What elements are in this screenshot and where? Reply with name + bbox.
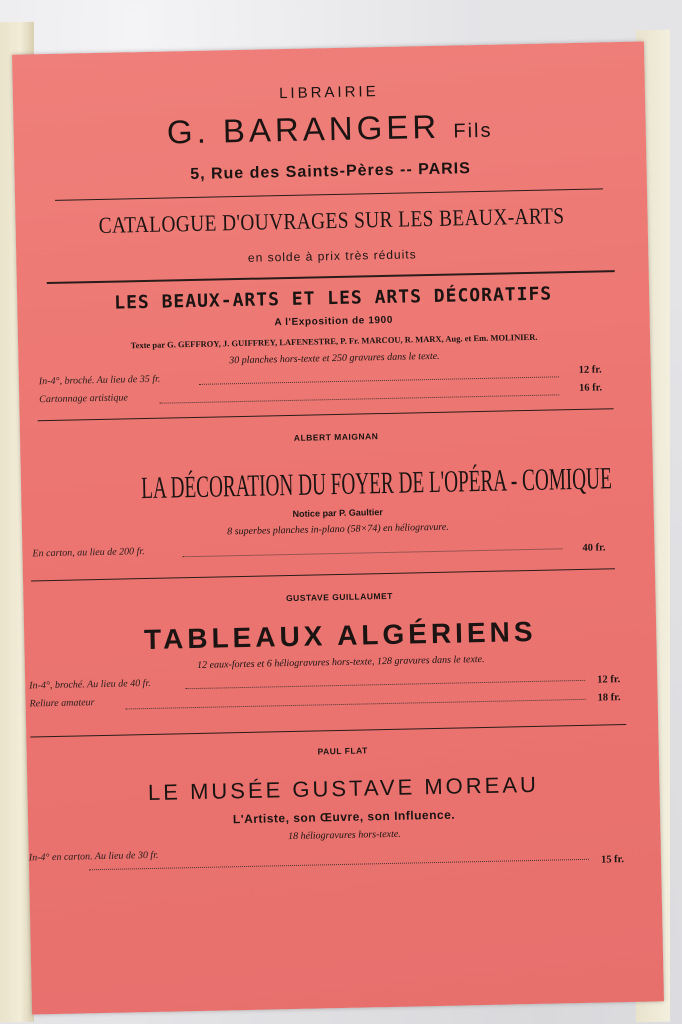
librairie-label: LIBRAIRIE — [278, 83, 379, 103]
entry-2-notice: Notice par P. Gaultier — [292, 507, 383, 519]
entry-2-row-1-price: 40 fr. — [582, 542, 606, 554]
catalogue-page — [12, 41, 664, 1014]
entry-3-title: TABLEAUX ALGÉRIENS — [143, 615, 537, 656]
entry-1-description: 30 planches hors-texte et 250 gravures dans le texte. — [229, 350, 440, 367]
entry-3-row-2-price: 18 fr. — [597, 692, 621, 704]
entry-2-row-1-label: En carton, au lieu de 200 fr. — [32, 546, 145, 560]
entry-4-title: LE MUSÉE GUSTAVE MOREAU — [147, 771, 540, 806]
bookseller-fils: Fils — [453, 119, 493, 143]
entry-2-description: 8 superbes planches in-plano (58×74) en héliogravure. — [227, 521, 449, 538]
entry-1-row-1-leader — [199, 376, 559, 385]
catalogue-subtitle: en solde à prix très réduits — [247, 247, 417, 265]
entry-4-row-1-label: In-4° en carton. Au lieu de 30 fr. — [28, 849, 159, 864]
header-rule — [55, 188, 603, 200]
entry-1-authors: Texte par G. GEFFROY, J. GUIFFREY, LAFENESTRE, P. Fr. MARCOU, R. MARX, Aug. et Em. MOLINIER. — [130, 331, 538, 351]
entry-1-row-2-label: Cartonnage artistique — [39, 392, 128, 406]
entry-4-subtitle: L'Artiste, son Œuvre, son Influence. — [232, 807, 456, 827]
entry-1-row-1-label: In-4°, broché. Au lieu de 35 fr. — [38, 373, 161, 388]
bookseller-name-main: G. BARANGER — [166, 107, 441, 151]
entry-3-author: GUSTAVE GUILLAUMET — [285, 590, 393, 604]
entry-4-row-1-leader — [89, 859, 589, 870]
entry-1-row-2-leader — [159, 394, 559, 403]
entry-3-row-2-label: Reliure amateur — [29, 697, 95, 710]
bookseller-name — [13, 103, 646, 154]
entry-4-row-1-price: 15 fr. — [600, 854, 625, 866]
bookseller-address: 5, Rue des Saints-Pères -- PARIS — [190, 160, 472, 184]
entry-2-title: LA DÉCORATION DU FOYER DE L'OPÉRA - COMIQUE — [140, 460, 613, 506]
entry-2-row-1-leader — [183, 548, 563, 557]
entry-1-rule — [38, 408, 614, 421]
catalogue-rule — [47, 270, 615, 284]
entry-3-row-1-price: 12 fr. — [597, 674, 621, 686]
entry-3-row-1-label: In-4°, broché. Au lieu de 40 fr. — [29, 677, 151, 692]
entry-1-subtitle: A l'Exposition de 1900 — [274, 314, 394, 329]
entry-1-title: LES BEAUX-ARTS ET LES ARTS DÉCORATIFS — [114, 283, 553, 314]
entry-3-rule — [30, 724, 626, 737]
entry-3-row-1-leader — [185, 680, 585, 689]
entry-1-row-2-price: 16 fr. — [579, 382, 603, 394]
catalogue-title: CATALOGUE D'OUVRAGES SUR LES BEAUX-ARTS — [98, 203, 565, 238]
entry-2-author: ALBERT MAIGNAN — [293, 431, 379, 443]
entry-4-description: 18 héliogravures hors-texte. — [287, 828, 401, 843]
entry-2-rule — [31, 568, 615, 581]
entry-3-description: 12 eaux-fortes et 6 héliogravures hors-texte, 128 gravures dans le texte. — [196, 653, 485, 671]
entry-4-author: PAUL FLAT — [317, 745, 368, 757]
entry-3-row-2-leader — [126, 699, 586, 710]
entry-1-row-1-price: 12 fr. — [578, 364, 602, 376]
